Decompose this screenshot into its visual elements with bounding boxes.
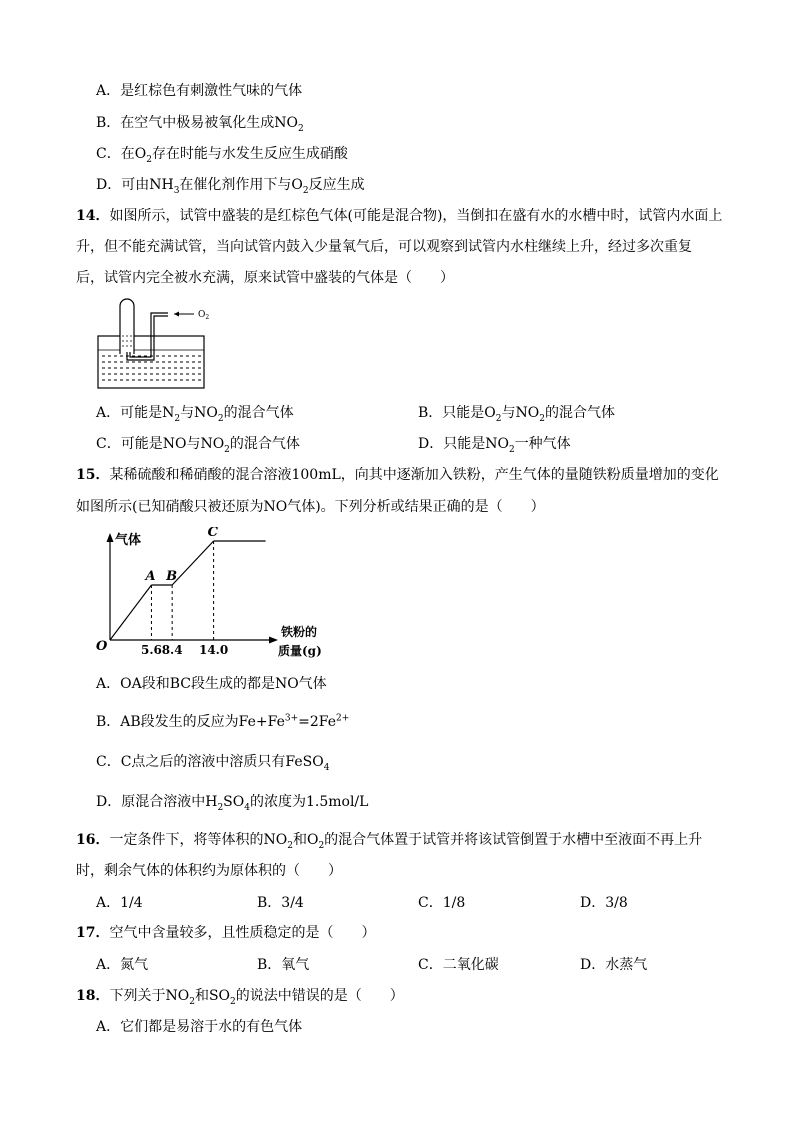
q15-stem-line2: 如图所示(已知硝酸只被还原为NO气体)。下列分析或结果正确的是（ ） [76,499,545,515]
q17-option-b: B．氧气 [257,957,310,973]
q18-option-a: A．它们都是易溶于水的有色气体 [96,1019,303,1035]
q13-option-b: B．在空气中极易被氧化生成$NO_2$ [96,115,304,134]
q14-stem-line3: 后，试管内完全被水充满，原来试管中盛装的气体是（ ） [76,270,454,286]
q13-option-d: D．可由$NH_3$在催化剂作用下与$O_2$反应生成 [96,177,365,196]
q17-option-c: C．二氧化碳 [418,957,499,973]
q17-option-d: D．水蒸气 [580,957,648,973]
point-label-A: A [145,569,156,584]
series-segment-OA [110,585,151,640]
tick-label: 8.4 [161,643,183,657]
x-axis-label-line1: 铁粉的 [281,625,318,639]
x-axis-label-line2: 质量(g) [278,644,322,658]
q16-stem-line2: 时，剩余气体的体积约为原体积的（ ） [76,863,342,879]
point-label-B: B [166,569,178,584]
q14-option-d: D．只能是$NO_2$一种气体 [418,436,571,455]
test-tube-diagram [94,296,224,392]
q14-stem-line1: 14．如图所示，试管中盛装的是红棕色气体(可能是混合物)，当倒扣在盛有水的水槽中时，试管内水面上 [76,208,723,224]
q15-option-c: C．C点之后的溶液中溶质只有FeSO$_4$ [96,754,330,773]
series-segment-BC [172,541,213,585]
q16-option-a: A．1/4 [96,895,143,911]
question-number: 15． [76,467,110,483]
tick-label: 14.0 [198,643,229,657]
q14-option-a: A．可能是$N_2$与$NO_2$的混合气体 [96,405,294,424]
x-axis-arrow-icon [269,637,278,644]
point-label-C: C [207,527,218,540]
q15-option-b: B．AB段发生的反应为$Fe+Fe^{3+}=2Fe^{2+}$ [96,713,350,730]
y-axis-arrow-icon [107,533,114,542]
q16-stem-line1: 16．一定条件下，将等体积的$NO_2$和$O_2$的混合气体置于试管并将该试管倒置于水槽中至液面不再上升 [76,832,703,851]
question-number: 16． [76,832,110,848]
q13-option-a: A．是红棕色有刺激性气味的气体 [96,83,303,99]
q15-option-d: D．原混合溶液中$H_2SO_4$的浓度为1.5mol/L [96,794,369,813]
q16-option-d: D．3/8 [580,895,628,911]
o2-label: $O_2$ [198,310,210,321]
q18-stem: 18．下列关于$NO_2$和$SO_2$的说法中错误的是（ ） [76,988,404,1007]
origin-label: O [96,639,108,654]
q16-option-b: B．3/4 [257,895,304,911]
q14-option-c: C．可能是NO与$NO_2$的混合气体 [96,436,300,455]
question-number: 17． [76,925,110,941]
q17-option-a: A．氮气 [96,957,149,973]
q13-option-c: C．在$O_2$存在时能与水发生反应生成硝酸 [96,146,348,165]
q14-stem-line2: 升，但不能充满试管，当向试管内鼓入少量氧气后，可以观察到试管内水柱继续上升，经过多次重复 [76,239,692,255]
q15-option-a: A．OA段和BC段生成的都是NO气体 [96,676,327,692]
question-number: 18． [76,988,110,1004]
q17-stem: 17．空气中含量较多，且性质稳定的是（ ） [76,925,376,941]
gas-volume-chart [92,527,342,667]
q16-option-c: C．1/8 [418,895,466,911]
tick-label: 5.6 [140,643,162,657]
y-axis-label: 气体 [115,533,142,548]
question-number: 14． [76,208,110,224]
q15-stem-line1: 15．某稀硫酸和稀硝酸的混合溶液100mL，向其中逐渐加入铁粉，产生气体的量随铁粉质量增加的变化 [76,467,719,483]
q14-option-b: B．只能是$O_2$与$NO_2$的混合气体 [418,405,615,424]
